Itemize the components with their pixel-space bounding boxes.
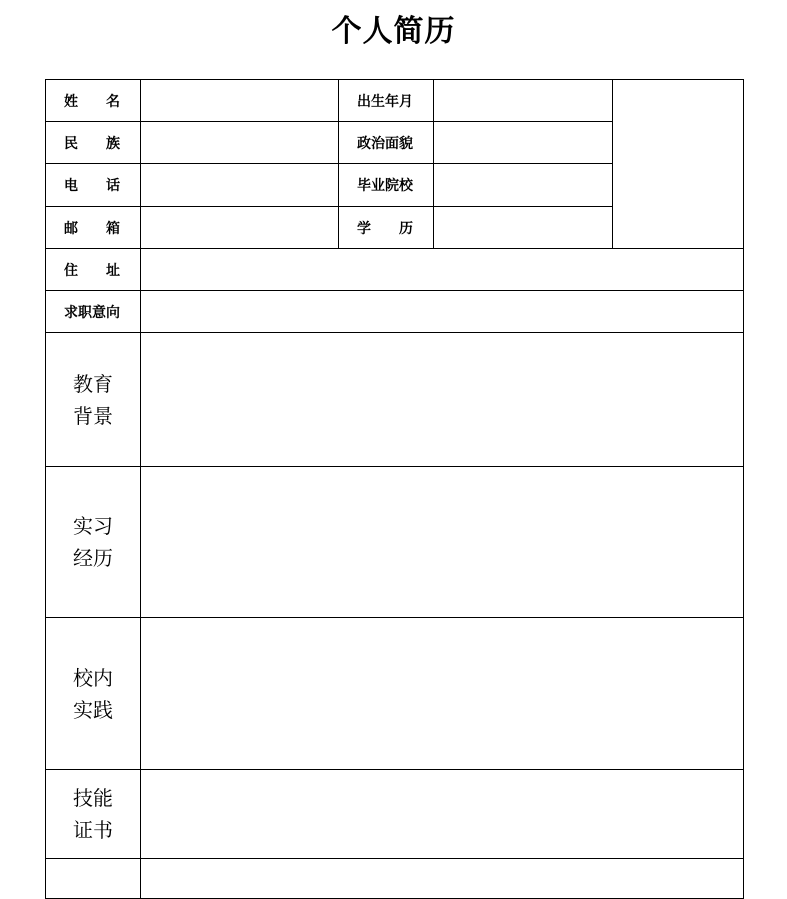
email-label: 邮 箱 (46, 207, 141, 249)
politics-field[interactable] (434, 122, 613, 164)
phone-field[interactable] (141, 164, 339, 207)
internship-label: 实习 经历 (46, 467, 141, 618)
skills-certificates-field[interactable] (141, 770, 744, 859)
internship-field[interactable] (141, 467, 744, 618)
campus-practice-label: 校内 实践 (46, 618, 141, 770)
education-label: 教育 背景 (46, 333, 141, 467)
name-label: 姓 名 (46, 80, 141, 122)
birth-field[interactable] (434, 80, 613, 122)
resume-table (45, 79, 744, 899)
birth-label: 出生年月 (339, 80, 434, 122)
phone-label: 电 话 (46, 164, 141, 207)
address-label: 住 址 (46, 249, 141, 291)
school-field[interactable] (434, 164, 613, 207)
skills-certificates-label: 技能 证书 (46, 770, 141, 859)
objective-label: 求职意向 (46, 291, 141, 333)
address-field[interactable] (141, 249, 744, 291)
extra-field[interactable] (141, 859, 744, 899)
ethnicity-label: 民 族 (46, 122, 141, 164)
name-field[interactable] (141, 80, 339, 122)
school-label: 毕业院校 (339, 164, 434, 207)
ethnicity-field[interactable] (141, 122, 339, 164)
politics-label: 政治面貌 (339, 122, 434, 164)
photo-box[interactable] (613, 80, 744, 249)
objective-field[interactable] (141, 291, 744, 333)
page-title: 个人简历 (331, 14, 456, 49)
campus-practice-field[interactable] (141, 618, 744, 770)
degree-label: 学 历 (339, 207, 434, 249)
email-field[interactable] (141, 207, 339, 249)
extra-label-cell (46, 859, 141, 899)
degree-field[interactable] (434, 207, 613, 249)
education-field[interactable] (141, 333, 744, 467)
